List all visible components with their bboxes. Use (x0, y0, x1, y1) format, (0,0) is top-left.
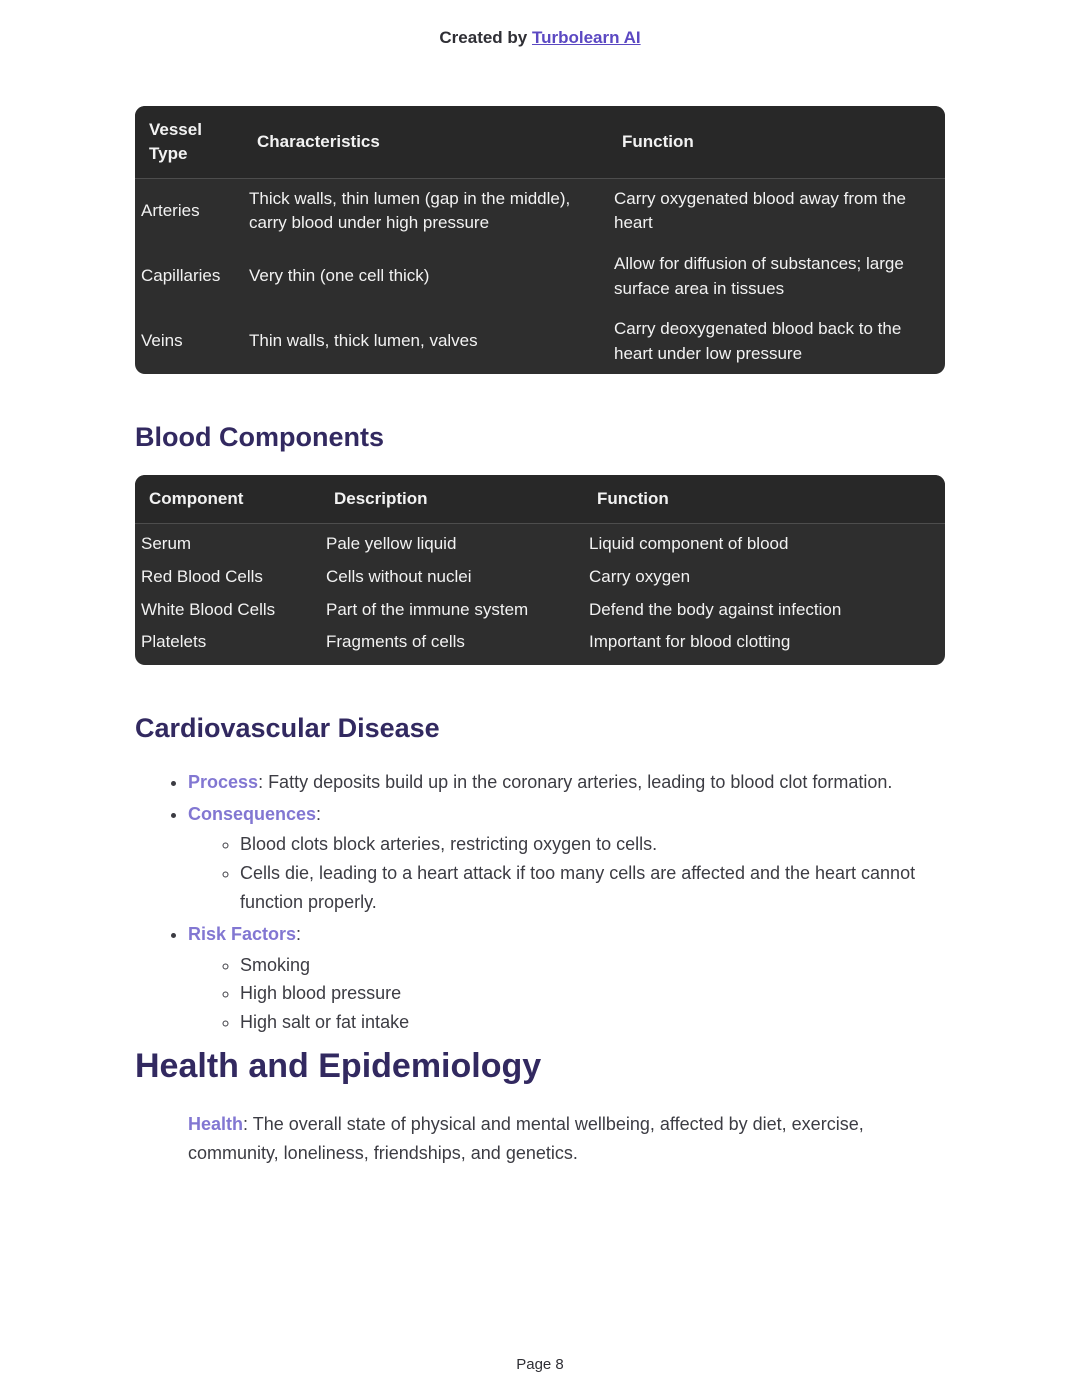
sub-item: ◦ High blood pressure (240, 979, 945, 1008)
table-row-red-blood-cells (135, 561, 945, 594)
page-number: Page 8 (516, 1356, 564, 1373)
function-column-header: Function (583, 475, 945, 524)
cell: Serum (141, 534, 192, 554)
cell: Carry deoxygenated blood back to the heart under low pressure (614, 319, 902, 363)
cell: Pale yellow liquid (326, 534, 457, 554)
cell: Cells without nuclei (326, 566, 472, 586)
cell: Allow for diffusion of substances; large surface area in tissues (614, 253, 904, 298)
turbolearn-link[interactable]: Turbolearn AI (531, 28, 641, 47)
term-process: Process (188, 771, 259, 792)
list-item-risk-factors (188, 920, 945, 1037)
health-epidemiology-heading: Health and Epidemiology (135, 1046, 542, 1085)
health-definition-text: : The overall state of physical and mental wellbeing, affected by diet, exercise, community, loneliness, friendships, and genetics. (188, 1113, 864, 1163)
cell: Part of the immune system (326, 599, 529, 619)
cell: Carry oxygenated blood away from the heart (614, 188, 906, 233)
process-text: : Fatty deposits build up in the coronary arteries, leading to blood clot formation. (258, 771, 893, 792)
table-row-white-blood-cells (135, 594, 945, 627)
sub-item: ◦ High salt or fat intake (240, 1008, 945, 1037)
component-column-header: Component (135, 475, 320, 524)
cell: Defend the body against infection (589, 599, 842, 619)
consequences-sublist (188, 830, 945, 916)
blood-components-table (135, 475, 945, 664)
characteristics-column-header: Characteristics (243, 106, 608, 179)
function-column-header: Function (608, 106, 945, 179)
table-row-veins (135, 309, 945, 374)
cell: Thick walls, thin lumen (gap in the middle), carry blood under high pressure (249, 188, 571, 233)
cell: White Blood Cells (141, 599, 276, 619)
created-by-text: Created by (439, 28, 532, 47)
cardiovascular-bullet-list (135, 768, 945, 1037)
cell: Veins (141, 331, 183, 351)
cell: Capillaries (141, 266, 221, 286)
health-definition (135, 1110, 945, 1168)
cell: Fragments of cells (326, 632, 465, 652)
sub-item: ◦ Blood clots block arteries, restricting oxygen to cells. (240, 830, 945, 859)
cell: Red Blood Cells (141, 566, 263, 586)
term-consequences: Consequences (188, 803, 317, 824)
description-column-header: Description (320, 475, 583, 524)
table-row-capillaries (135, 244, 945, 309)
list-item-process (188, 768, 945, 797)
cardiovascular-disease-heading: Cardiovascular Disease (135, 712, 440, 743)
term-risk-factors: Risk Factors (188, 923, 297, 944)
cell: Very thin (one cell thick) (249, 266, 430, 286)
cell: Arteries (141, 200, 200, 220)
table-row-serum (135, 524, 945, 561)
sub-item: ◦ Cells die, leading to a heart attack if too many cells are affected and the heart cannot function properly. (240, 859, 945, 917)
cell: Platelets (141, 632, 207, 652)
consequences-text: : (316, 803, 322, 824)
components-table-header-row (135, 475, 945, 524)
created-by-header (135, 28, 945, 48)
vessel-table-header-row (135, 106, 945, 179)
table-row-platelets (135, 626, 945, 665)
cell: Liquid component of blood (589, 534, 789, 554)
table-row-arteries (135, 179, 945, 244)
sub-item: ◦ Smoking (240, 951, 945, 980)
cell: Important for blood clotting (589, 632, 791, 652)
cell: Thin walls, thick lumen, valves (249, 331, 478, 351)
vessel-type-column-header: Vessel Type (135, 106, 243, 179)
cell: Carry oxygen (589, 566, 691, 586)
risk-factors-text: : (296, 923, 302, 944)
term-health: Health (188, 1113, 244, 1134)
risk-factors-sublist (188, 951, 945, 1037)
list-item-consequences (188, 800, 945, 917)
vessel-table (135, 106, 945, 374)
blood-components-heading: Blood Components (135, 422, 384, 453)
